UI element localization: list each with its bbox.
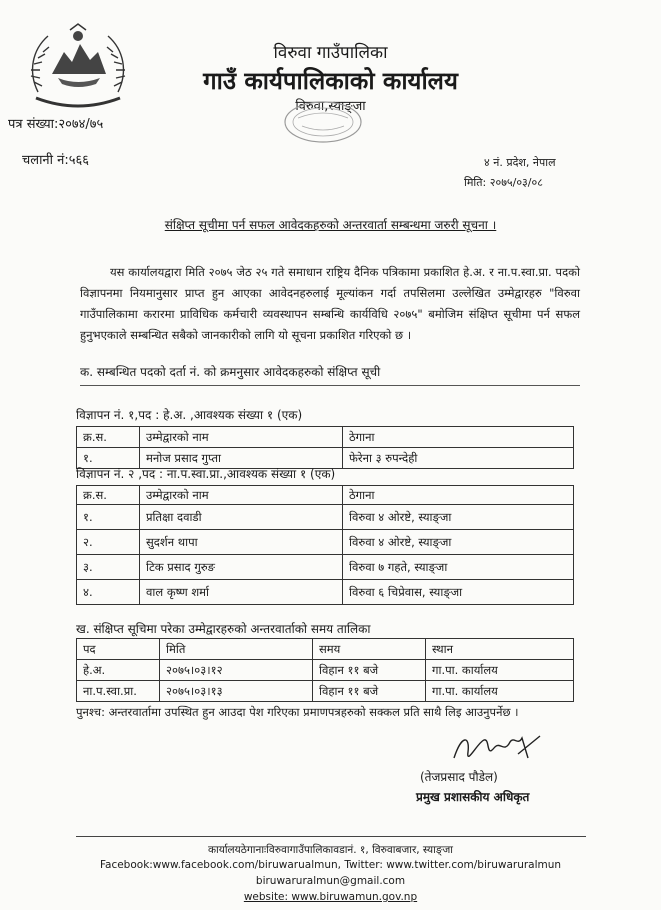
office-name: गाउँ कार्यपालिकाको कार्यालय [203, 67, 458, 95]
signatory-title: प्रमुख प्रशासकीय अधिकृत [416, 790, 530, 804]
table-row [77, 580, 574, 605]
table-cell: विहान ११ बजे [313, 681, 426, 702]
patra-sankhya: पत्र संख्या:२०७४/७५ [8, 117, 104, 132]
table-header-cell: क्र.स. [77, 427, 140, 448]
table-header-cell: उम्मेद्वारको नाम [140, 486, 343, 505]
ad2-title: विज्ञापन नं. २ ,पद : ना.प.स्वा.प्रा.,आवश्यक संख्या १ (एक) [76, 467, 336, 481]
table-header-row [77, 427, 574, 448]
footer-divider [76, 836, 586, 837]
table-cell: फेरेना ३ रुपन्देही [343, 448, 574, 469]
table-cell: विहान ११ बजे [313, 660, 426, 681]
table-header-cell: ठेगाना [343, 427, 574, 448]
table-header-row [77, 486, 574, 505]
table-header-cell: क्र.स. [77, 486, 140, 505]
schedule-table [76, 638, 574, 702]
table-cell: प्रतिक्षा दवाडी [140, 505, 343, 530]
table-cell: मनोज प्रसाद गुप्ता [140, 448, 343, 469]
table-cell: वाल कृष्ण शर्मा [140, 580, 343, 605]
table-cell: १. [77, 505, 140, 530]
table-cell: विरुवा ६ चिप्रेवास, स्याङ्जा [343, 580, 574, 605]
table-cell: २०७५।०३।१२ [160, 660, 313, 681]
section-ka-heading: क. सम्बन्धित पदको दर्ता नं. को क्रमनुसार आवेदकहरुको संक्षिप्त सूची [80, 365, 381, 379]
table-cell: २०७५।०३।१३ [160, 681, 313, 702]
table-cell: सुदर्शन थापा [140, 530, 343, 555]
table-cell: २. [77, 530, 140, 555]
table-cell: हे.अ. [77, 660, 160, 681]
table-row [77, 681, 574, 702]
notice-body: यस कार्यालयद्वारा मिति २०७५ जेठ २५ गते समाधान राष्ट्रिय दैनिक पत्रिकामा प्रकाशित हे.अ. र ना.प.स्वा.प्रा. पदको विज्ञापनमा नियमानुसार प्राप्त हुन आएका आवेदनहरुलाई मूल्यांकन गर्दा तपसिलमा उल्लेखित उम्मेद्वारहरु "विरुवा गाउँपालिकामा करारमा प्राविधिक कर्मचारी व्यवस्थापन सम्बन्धि कार्यविधि २०७५" बमोजिम संक्षिप्त सूचीमा पर्न सफल हुनुभएकाले सम्बन्धित सबैको जानकारीको लागि यो सूचना प्रकाशित गरिएको छ । [80, 265, 580, 342]
org-name-line1: विरुवा गाउँपालिका [273, 43, 388, 63]
table-row [77, 660, 574, 681]
office-location: विरुवा,स्याङ्जा [295, 99, 366, 114]
office-stamp [268, 98, 378, 146]
table-row [77, 555, 574, 580]
ad2-table [76, 485, 574, 605]
table-header-row [77, 639, 574, 660]
table-cell: ३. [77, 555, 140, 580]
table-cell: ना.प.स्वा.प्रा. [77, 681, 160, 702]
notice-subject: संक्षिप्त सूचीमा पर्न सफल आवेदकहरुको अन्तरवार्ता सम्बन्धमा जरुरी सूचना । [164, 218, 497, 232]
chalani-number: चलानी नं:५६६ [22, 153, 90, 168]
schedule-title: ख. संक्षिप्त सूचिमा परेका उम्मेद्वारहरुको अन्तरवार्ताको समय तालिका [76, 622, 371, 636]
table-cell: १. [77, 448, 140, 469]
table-row [77, 505, 574, 530]
ad1-title: विज्ञापन नं. १,पद : हे.अ. ,आवश्यक संख्या १ (एक) [76, 408, 303, 422]
divider [80, 385, 580, 386]
footer-website: website: www.biruwamun.gov.np [243, 891, 418, 903]
footer-address: कार्यालयठेगानाःविरुवागाउँपालिकावडानं. १, विरुवाबजार, स्याङ्जा [207, 844, 454, 856]
table-cell: विरुवा ४ ओरष्टे, स्याङ्जा [343, 530, 574, 555]
table-header-cell: उम्मेद्वारको नाम [140, 427, 343, 448]
province-text: ४ नं. प्रदेश, नेपाल [484, 156, 556, 169]
signature-mark [448, 728, 548, 772]
footer-social: Facebook:www.facebook.com/biruwarualmun, Twitter: www.twitter.com/biruwaruralmun [99, 859, 562, 871]
table-cell: गा.पा. कार्यालय [426, 681, 574, 702]
ad1-table [76, 426, 574, 469]
table-header-cell: समय [313, 639, 426, 660]
table-header-cell: मिति [160, 639, 313, 660]
table-header-cell: पद [77, 639, 160, 660]
table-header-cell: स्थान [426, 639, 574, 660]
table-header-cell: ठेगाना [343, 486, 574, 505]
signatory-name: (तेजप्रसाद पौडेल) [420, 770, 498, 784]
date-text: मिति: २०७५/०३/०८ [464, 176, 543, 189]
postscript-note: पुनश्च: अन्तरवार्तामा उपस्थित हुन आउदा पेश गरिएका प्रमाणपत्रहरुको सक्कल प्रति साथै लिइ आउनुपर्नेछ । [76, 705, 519, 719]
table-cell: विरुवा ७ गहते, स्याङ्जा [343, 555, 574, 580]
table-cell: विरुवा ४ ओरष्टे, स्याङ्जा [343, 505, 574, 530]
table-cell: गा.पा. कार्यालय [426, 660, 574, 681]
table-cell: टिक प्रसाद गुरुङ [140, 555, 343, 580]
table-row [77, 530, 574, 555]
table-cell: ४. [77, 580, 140, 605]
footer-email: biruwaruralmun@gmail.com [255, 875, 406, 887]
